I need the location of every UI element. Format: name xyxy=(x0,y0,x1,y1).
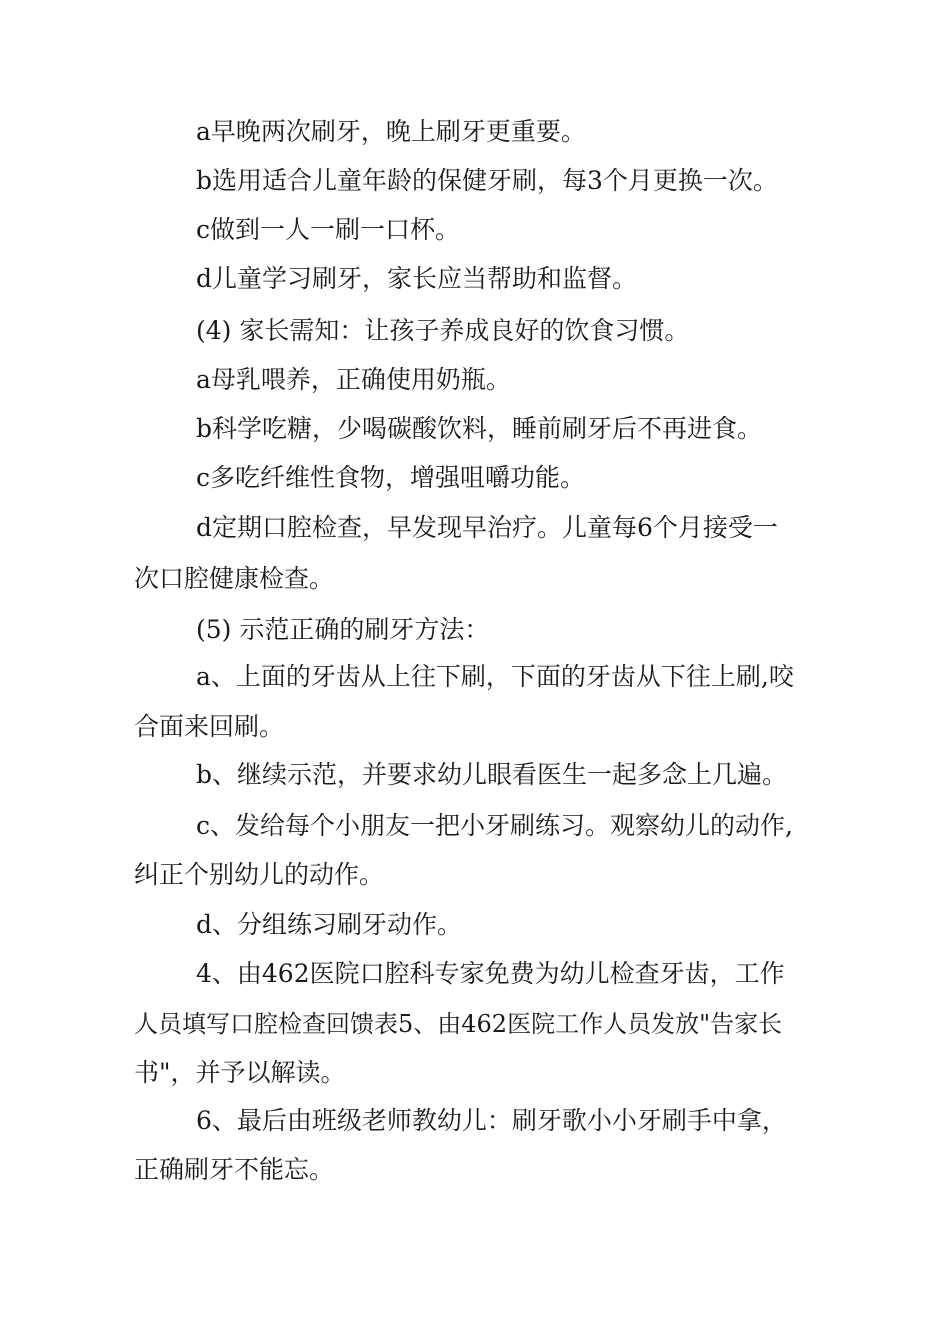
text-line: (4) 家长需知：让孩子养成良好的饮食习惯。 xyxy=(196,316,690,345)
text-line: 书"，并予以解读。 xyxy=(134,1058,346,1087)
text-line: 正确刷牙不能忘。 xyxy=(134,1155,335,1184)
text-line: 合面来回刷。 xyxy=(134,712,285,741)
text-line: a、上面的牙齿从上往下刷，下面的牙齿从下往上刷,咬 xyxy=(196,662,794,691)
text-line: 次口腔健康检查。 xyxy=(134,564,335,593)
text-line: 4、由462医院口腔科专家免费为幼儿检查牙齿，工作 xyxy=(196,959,785,988)
text-line: a早晚两次刷牙，晚上刷牙更重要。 xyxy=(196,117,586,146)
text-line: 人员填写口腔检查回馈表5、由462医院工作人员发放"告家长 xyxy=(134,1010,783,1038)
text-line: 6、最后由班级老师教幼儿：刷牙歌小小牙刷手中拿， xyxy=(196,1106,787,1135)
text-line: 纠正个别幼儿的动作。 xyxy=(134,860,385,889)
text-line: a母乳喂养，正确使用奶瓶。 xyxy=(196,365,511,394)
text-line: c、发给每个小朋友一把小牙刷练习。观察幼儿的动作, xyxy=(196,811,793,840)
text-line: d儿童学习刷牙，家长应当帮助和监督。 xyxy=(196,264,638,293)
text-line: d、分组练习刷牙动作。 xyxy=(196,910,463,939)
text-line: d定期口腔检查，早发现早治疗。儿童每6个月接受一 xyxy=(196,513,778,542)
text-line: b科学吃糖，少喝碳酸饮料，睡前刷牙后不再进食。 xyxy=(196,414,763,443)
text-line: b、继续示范，并要求幼儿眼看医生一起多念上几遍。 xyxy=(196,760,788,789)
text-line: c做到一人一刷一口杯。 xyxy=(196,215,461,244)
text-line: (5) 示范正确的刷牙方法： xyxy=(196,615,490,644)
text-line: c多吃纤维性食物，增强咀嚼功能。 xyxy=(196,463,586,492)
text-line: b选用适合儿童年龄的保健牙刷，每3个月更换一次。 xyxy=(196,166,778,195)
